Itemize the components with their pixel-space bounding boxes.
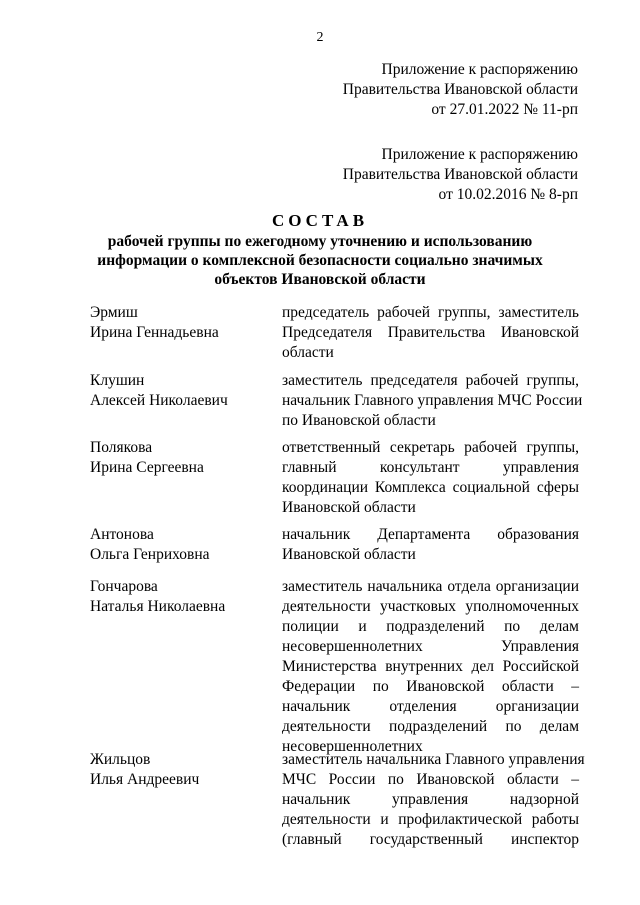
appendix-line: Правительства Ивановской области bbox=[342, 166, 578, 183]
role-line: главный консультант управления bbox=[282, 459, 579, 476]
member-given-name: Ольга Генриховна bbox=[90, 546, 210, 563]
member-given-name: Наталья Николаевна bbox=[90, 598, 226, 615]
role-line: Ивановской области bbox=[282, 546, 416, 563]
title-main: СОСТАВ bbox=[271, 211, 369, 230]
member-role bbox=[282, 750, 585, 850]
member-given-name: Алексей Николаевич bbox=[90, 392, 228, 409]
role-line: деятельности и профилактической работы bbox=[282, 811, 579, 828]
role-line: председатель рабочей группы, заместитель bbox=[282, 304, 579, 321]
member-surname: Клушин bbox=[90, 372, 145, 389]
role-line: деятельности участковых уполномоченных bbox=[282, 598, 579, 615]
role-line: заместитель председателя рабочей группы, bbox=[282, 372, 579, 389]
appendix-line: Приложение к распоряжению bbox=[381, 61, 578, 78]
member-surname: Эрмиш bbox=[90, 304, 138, 321]
member-name bbox=[90, 525, 270, 565]
role-line: МЧС России по Ивановской области – bbox=[282, 771, 579, 788]
member-name bbox=[90, 371, 270, 411]
member-given-name: Илья Андреевич bbox=[90, 771, 200, 788]
member-given-name: Ирина Сергеевна bbox=[90, 459, 204, 476]
role-line: заместитель начальника Главного управления bbox=[282, 751, 585, 768]
role-line: по Ивановской области bbox=[282, 412, 436, 429]
title-line: рабочей группы по ежегодному уточнению и использованию bbox=[107, 233, 533, 250]
member-surname: Гончарова bbox=[90, 578, 158, 595]
title-line: информации о комплексной безопасности социально значимых bbox=[97, 252, 543, 269]
member-role bbox=[282, 438, 579, 518]
role-line: несовершеннолетних bbox=[282, 738, 423, 755]
member-given-name: Ирина Геннадьевна bbox=[90, 324, 219, 341]
role-line: области bbox=[282, 344, 334, 361]
role-line: начальник отделения организации bbox=[282, 698, 579, 715]
member-name bbox=[90, 577, 270, 617]
role-line: начальник управления надзорной bbox=[282, 791, 579, 808]
role-line: координации Комплекса социальной сферы bbox=[282, 479, 579, 496]
member-role bbox=[282, 371, 583, 431]
role-line: начальник Департамента образования bbox=[282, 526, 579, 543]
member-surname: Жильцов bbox=[90, 751, 151, 768]
member-role bbox=[282, 577, 579, 757]
role-line: Председателя Правительства Ивановской bbox=[282, 324, 579, 341]
role-line: начальник Главного управления МЧС России bbox=[282, 392, 583, 409]
appendix-line: Правительства Ивановской области bbox=[342, 81, 578, 98]
appendix-line: Приложение к распоряжению bbox=[381, 146, 578, 163]
appendix-header-current bbox=[343, 60, 578, 120]
role-line: несовершеннолетних Управления bbox=[282, 638, 579, 655]
member-name bbox=[90, 438, 270, 478]
appendix-header-original bbox=[343, 145, 578, 205]
role-line: Ивановской области bbox=[282, 499, 416, 516]
member-surname: Антонова bbox=[90, 526, 154, 543]
appendix-line: от 27.01.2022 № 11-рп bbox=[431, 101, 578, 118]
role-line: Министерства внутренних дел Российской bbox=[282, 658, 579, 675]
role-line: деятельности подразделений по делам bbox=[282, 718, 579, 735]
role-line: Федерации по Ивановской области – bbox=[282, 678, 579, 695]
appendix-line: от 10.02.2016 № 8-рп bbox=[438, 186, 578, 203]
role-line: ответственный секретарь рабочей группы, bbox=[282, 439, 579, 456]
member-role bbox=[282, 525, 579, 565]
role-line: заместитель начальника отдела организации bbox=[282, 578, 579, 595]
role-line: (главный государственный инспектор bbox=[282, 831, 579, 848]
member-role bbox=[282, 303, 579, 363]
title-line: объектов Ивановской области bbox=[214, 271, 426, 288]
document-title bbox=[0, 210, 640, 289]
member-surname: Полякова bbox=[90, 439, 153, 456]
member-name bbox=[90, 303, 270, 343]
member-name bbox=[90, 750, 270, 790]
role-line: полиции и подразделений по делам bbox=[282, 618, 579, 635]
page-number: 2 bbox=[316, 30, 324, 45]
